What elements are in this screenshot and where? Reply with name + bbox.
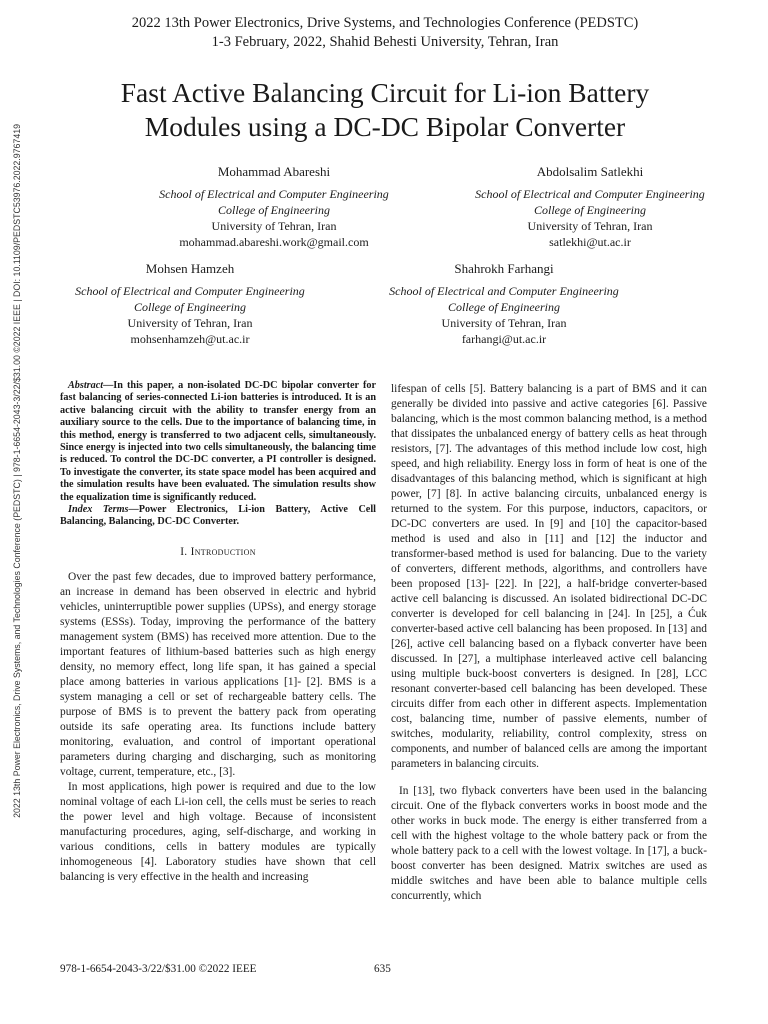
paper-title	[60, 76, 710, 144]
paragraph: Over the past few decades, due to improved battery performance, an increase in demand has been observed in electric and hybrid vehicles, uninterruptible power supplies (UPSs), and energy storage systems (ESSs). Today, improving the performance of the battery management system (BMS) has received more attention. Due to the important features of lithium-based batteries such as high energy density, no memory effect, long life span, it has gained a special place among batteries in various applications [1]- [2]. BMS is a system managing a cell or set of rechargeable battery cells. The purpose of BMS is to prevent the battery pack from operating outside its safe operating area. Its functions include battery monitoring, evaluation, and control of important operational parameters during charging and discharging, such as monitoring voltage, current, temperature, etc., [3].	[60, 570, 376, 778]
author-block-3	[40, 261, 340, 347]
index-terms-text: —Power Electronics, Li-ion Battery, Active Cell Balancing, Balancing, DC-DC Converter.	[60, 504, 376, 528]
abstract-label: Abstract	[68, 380, 104, 391]
title-line-2: Modules using a DC-DC Bipolar Converter	[144, 111, 626, 142]
author-school: School of Electrical and Computer Engineering	[389, 284, 619, 298]
section-title: Introduction	[190, 545, 256, 558]
author-name: Mohsen Hamzeh	[145, 261, 235, 276]
author-email: mohammad.abareshi.work@gmail.com	[179, 235, 369, 249]
author-block-1	[124, 164, 424, 250]
doi-sidebar	[10, 124, 24, 1024]
section-number: I.	[180, 545, 188, 558]
left-column	[60, 380, 376, 885]
author-name: Mohammad Abareshi	[217, 164, 331, 179]
author-school: School of Electrical and Computer Engineering	[475, 187, 705, 201]
author-school: School of Electrical and Computer Engineering	[159, 187, 389, 201]
paragraph: lifespan of cells [5]. Battery balancing is a part of BMS and it can generally be divided into passive and active categories [6]. Passive balancing, which is the most common balancing method, is a method that dissipates the unbalanced energy of battery cells as heat through resistors, [7]. The advantages of this method include low cost, high speed, and high reliability. Energy loss in form of heat is one of the disadvantages of this balancing method, which is significant at high power, [7] [8]. In active balancing circuits, unbalanced energy is returned to the system. For this purpose, inductors, capacitors, or DC-DC converters are used. In [9] and [10] the capacitor-based method is used and also in [11] and [12] the inductor and transformer-based method is used for balancing. Due to the variety of converters, different methods, algorithms, and controllers have been proposed [13]- [22]. In [22], a half-bridge converter-based active cell balancing is discussed. An isolated bidirectional DC-DC converter is developed for cell balancing in [24]. In [25], a Ćuk converter-based active cell balancing has been proposed. In [13] and [26], active cell balancing based on a flyback converter have been discussed. In [27], a multiphase interleaved active cell balancing using multiple buck-boost converters is designed. In [28], LCC resonant converter-based cell balancing has been developed. These circuits differ from each other in different aspects. Implementation cost, balancing time, number of passive elements, number of switches, modularity, reliability, control complexity, stress on components, and number of balanced cells are among the important parameters in balancing circuits.	[391, 383, 707, 770]
title-line-1: Fast Active Balancing Circuit for Li-ion Battery	[120, 77, 650, 108]
author-university: University of Tehran, Iran	[211, 219, 337, 233]
author-school: School of Electrical and Computer Engineering	[75, 284, 305, 298]
author-university: University of Tehran, Iran	[441, 316, 567, 330]
paragraph: In [13], two flyback converters have been used in the balancing circuit. One of the flyback converters works in boost mode and the other works in buck mode. The energy is either transferred from a cell with the highest voltage to the whole battery pack or from the whole battery pack to a cell with the lowest voltage. In [17], a buck-boost converter has been designed. Matrix switches are used as middle switches and have been able to balance multiple cells concurrently, which	[391, 785, 707, 902]
abstract-text: —In this paper, a non-isolated DC-DC bipolar converter for fast balancing of series-connected Li-ion batteries is introduced. It is an active balancing circuit with the ability to transfer energy from an auxiliary source to the cells. Due to the importance of balancing time, in this method, energy is transferred to two adjacent cells, simultaneously. Since energy is injected into two cells simultaneously, the balancing time is reduced. To control the DC-DC converter, a PI controller is designed. To investigate the converter, its state space model has been acquired and the simulation results have been evaluated. The simulation results show the equalization time is significantly reduced.	[60, 380, 376, 503]
author-name: Abdolsalim Satlekhi	[536, 164, 644, 179]
paragraph: In most applications, high power is required and due to the low nominal voltage of each Li-ion cell, the cells must be series to reach the power level and high voltage. Because of inconsistent manufacturing procedures, aging, self-discharge, and working in various conditions, cells in battery modules are typically inhomogeneous [4]. Laboratory studies have shown that cell balancing is very effective in the health and increasing	[60, 780, 376, 883]
author-college: College of Engineering	[218, 203, 330, 217]
author-university: University of Tehran, Iran	[527, 219, 653, 233]
right-column	[391, 382, 707, 904]
page-number: 635	[374, 963, 391, 975]
author-block-4	[354, 261, 654, 347]
section-heading	[60, 545, 376, 560]
author-name: Shahrokh Farhangi	[454, 261, 554, 276]
author-college: College of Engineering	[534, 203, 646, 217]
author-email: mohsenhamzeh@ut.ac.ir	[130, 332, 250, 346]
abstract	[60, 380, 376, 504]
author-university: University of Tehran, Iran	[127, 316, 253, 330]
conference-line-1: 2022 13th Power Electronics, Drive Systems, and Technologies Conference (PEDSTC)	[131, 15, 639, 31]
author-college: College of Engineering	[134, 300, 246, 314]
author-email: farhangi@ut.ac.ir	[461, 332, 547, 346]
author-block-2	[440, 164, 740, 250]
footer-isbn: 978-1-6654-2043-3/22/$31.00 ©2022 IEEE	[60, 963, 257, 975]
author-college: College of Engineering	[448, 300, 560, 314]
conference-line-2: 1-3 February, 2022, Shahid Behesti University, Tehran, Iran	[211, 34, 559, 50]
author-email: satlekhi@ut.ac.ir	[549, 235, 631, 249]
index-terms-label: Index Terms	[68, 504, 129, 516]
doi-sidebar-text: 2022 13th Power Electronics, Drive Systems, and Technologies Conference (PEDSTC) | 978-1-6654-2043-3/22/$31.00 ©2022 IEEE | DOI: 10.1109/PEDSTC53976.2022.9767419	[12, 124, 22, 818]
index-terms	[60, 504, 376, 529]
